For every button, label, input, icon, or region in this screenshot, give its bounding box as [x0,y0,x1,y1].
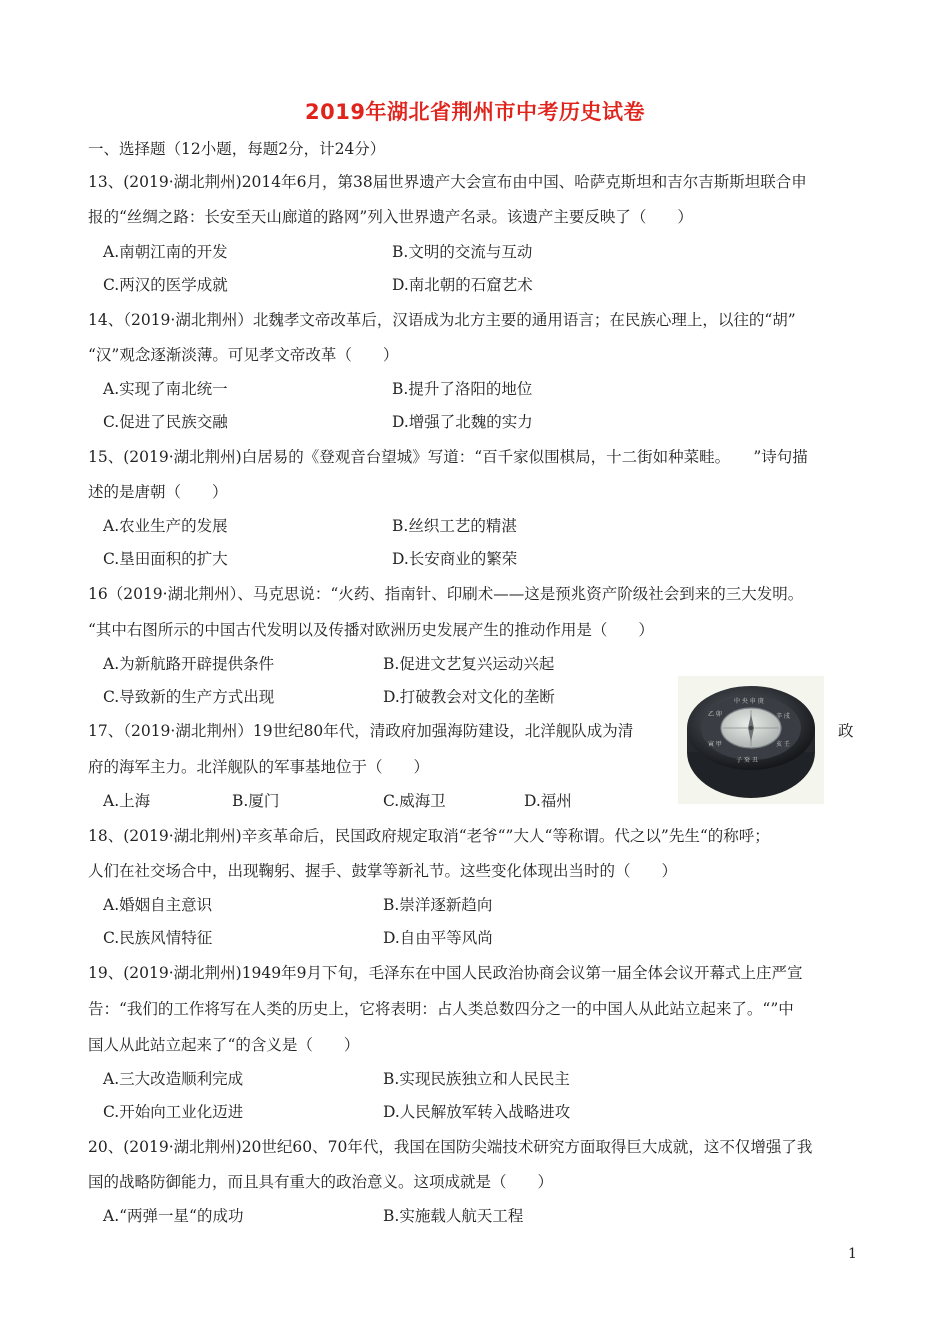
q19-option-a: A.三大改造顺利完成 [103,1070,244,1088]
q18-option-a: A.婚姻自主意识 [103,896,213,914]
q16-option-b: B.促进文艺复兴运动兴起 [383,655,555,673]
section-heading: 一、选择题（12小题，每题2分，计24分） [88,140,386,158]
question-18-line-2: 人们在社交场合中，出现鞠躬、握手、鼓掌等新礼节。这些变化体现出当时的（ ） [88,862,678,880]
q17-option-a: A.上海 [103,792,151,810]
page-number: 1 [848,1246,857,1262]
question-19-line-3: 国人从此站立起来了“的含义是（ ） [88,1036,360,1054]
question-20-line-2: 国的战略防御能力，而且具有重大的政治意义。这项成就是（ ） [88,1173,554,1191]
q17-option-d: D.福州 [524,792,572,810]
q14-option-b: B.提升了洛阳的地位 [392,380,533,398]
question-17-line-1-end: 政 [838,722,854,740]
q13-option-d: D.南北朝的石窟艺术 [392,276,533,294]
question-16-line-2: “其中右图所示的中国古代发明以及传播对欧洲历史发展产生的推动作用是（ ） [88,621,654,639]
q13-option-c: C.两汉的医学成就 [103,276,228,294]
q17-option-b: B.厦门 [232,792,280,810]
q15-option-c: C.垦田面积的扩大 [103,550,228,568]
q17-option-c: C.威海卫 [383,792,446,810]
q16-option-c: C.导致新的生产方式出现 [103,688,275,706]
page-title: 2019年湖北省荆州市中考历史试卷 [305,100,645,124]
svg-text:亥 壬: 亥 壬 [776,741,790,748]
q19-option-b: B.实现民族独立和人民民主 [383,1070,570,1088]
question-14-line-2: “汉”观念逐渐淡薄。可见孝文帝改革（ ） [88,346,399,364]
question-15-line-1: 15、(2019·湖北荆州)白居易的《登观音台望城》写道：“百千家似围棋局，十二街如种菜畦。 ”诗句描 [88,448,808,466]
question-16-line-1: 16（2019·湖北荆州）、马克思说：“火药、指南针、印刷术——这是预兆资产阶级社会到来的三大发明。 [88,585,804,603]
q14-option-a: A.实现了南北统一 [103,380,228,398]
question-17-line-1: 17、（2019·湖北荆州）19世纪80年代，清政府加强海防建设，北洋舰队成为清 [88,722,634,740]
q20-option-a: A.“两弹一星“的成功 [103,1207,244,1225]
q20-option-b: B.实施载人航天工程 [383,1207,524,1225]
svg-text:子 癸 丑: 子 癸 丑 [736,757,758,764]
compass-image [678,676,824,804]
q13-option-a: A.南朝江南的开发 [103,243,228,261]
question-13-line-1: 13、(2019·湖北荆州)2014年6月，第38届世界遗产大会宣布由中国、哈萨克斯坦和吉尔吉斯斯坦联合申 [88,173,807,191]
svg-text:中 央 申 庚: 中 央 申 庚 [734,698,764,705]
q16-option-d: D.打破教会对文化的垄断 [383,688,555,706]
q19-option-c: C.开始向工业化迈进 [103,1103,244,1121]
q16-option-a: A.为新航路开辟提供条件 [103,655,275,673]
question-19-line-1: 19、(2019·湖北荆州)1949年9月下旬，毛泽东在中国人民政治协商会议第一届全体会议开幕式上庄严宣 [88,964,803,982]
q15-option-a: A.农业生产的发展 [103,517,228,535]
q19-option-d: D.人民解放军转入战略进攻 [383,1103,571,1121]
question-15-line-2: 述的是唐朝（ ） [88,483,228,501]
question-20-line-1: 20、(2019·湖北荆州)20世纪60、70年代，我国在国防尖端技术研究方面取得巨大成就，这不仅增强了我 [88,1138,813,1156]
question-14-line-1: 14、（2019·湖北荆州）北魏孝文帝改革后，汉语成为北方主要的通用语言；在民族心理上，以往的“胡” [88,311,796,329]
svg-text:乙 卯: 乙 卯 [708,711,722,718]
q15-option-b: B.丝织工艺的精湛 [392,517,517,535]
q18-option-c: C.民族风情特征 [103,929,213,947]
q18-option-b: B.崇洋逐新趋向 [383,896,493,914]
question-17-line-2: 府的海军主力。北洋舰队的军事基地位于（ ） [88,758,430,776]
question-19-line-2: 告：“我们的工作将写在人类的历史上，它将表明：占人类总数四分之一的中国人从此站立起来了。“”中 [88,1000,794,1018]
q14-option-d: D.增强了北魏的实力 [392,413,533,431]
q15-option-d: D.长安商业的繁荣 [392,550,518,568]
question-18-line-1: 18、(2019·湖北荆州)辛亥革命后，民国政府规定取消“老爷“”大人“等称谓。代之以”先生“的称呼； [88,827,770,845]
question-13-line-2: 报的“丝绸之路：长安至天山廊道的路网”列入世界遗产名录。该遗产主要反映了（ ） [88,208,693,226]
q14-option-c: C.促进了民族交融 [103,413,228,431]
q13-option-b: B.文明的交流与互动 [392,243,533,261]
svg-text:辛 戌: 辛 戌 [776,713,790,720]
svg-text:寅 甲: 寅 甲 [708,741,722,748]
q18-option-d: D.自由平等风尚 [383,929,493,947]
